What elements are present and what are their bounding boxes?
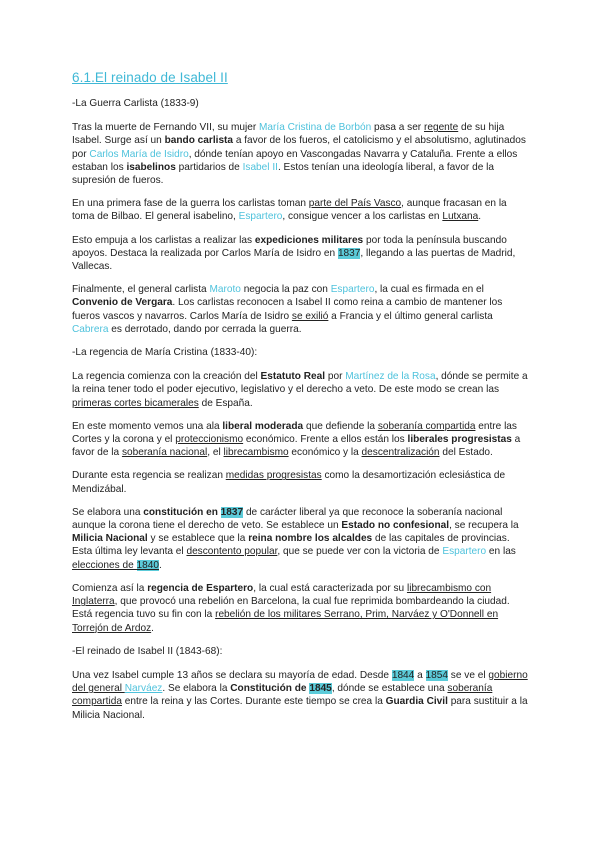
underlined-elecciones: elecciones de	[72, 559, 137, 571]
paragraph-6	[72, 420, 528, 460]
page-title: 6.1.El reinado de Isabel II	[72, 70, 228, 85]
link-narvaez[interactable]: Narváez	[124, 683, 163, 695]
highlight-1840: 1840	[136, 559, 159, 571]
text: , dónde tenían apoyo en Vascongadas Navarra y Cataluña. Frente a ellos estaban los	[72, 148, 518, 173]
link-isabel-ii[interactable]: Isabel II	[242, 161, 278, 173]
paragraph-8	[72, 506, 528, 572]
text: , llegando a las puertas de Madrid, Vallecas.	[72, 247, 516, 273]
bold-regencia-espartero: regencia de Espartero	[147, 582, 254, 594]
text: Una vez Isabel cumple 13 años se declara su mayoría de edad. Desde	[72, 669, 392, 681]
underlined-se-exilio: se exilió	[291, 310, 329, 322]
underlined-proteccionismo: proteccionismo	[175, 434, 244, 446]
bold-liberales-progresistas: liberales progresistas	[407, 434, 512, 446]
text: , se recupera la	[449, 520, 519, 532]
underlined-lutxana: Lutxana	[442, 211, 479, 223]
paragraph-10	[72, 669, 528, 722]
text: . Estos tenían una ideología liberal, a favor de la supresión de fueros.	[72, 161, 494, 187]
underlined-gobierno-general: gobierno del general	[72, 669, 528, 695]
underlined-librecambismo: librecambismo	[223, 447, 289, 459]
highlight-1837: 1837	[337, 247, 361, 259]
section-heading-regencia-maria-cristina: -La regencia de María Cristina (1833-40):	[72, 347, 258, 359]
paragraph-3	[72, 234, 528, 274]
text: para sustituir a la Milicia Nacional.	[72, 696, 528, 721]
text: negocia la paz con	[240, 284, 331, 296]
paragraph-7	[72, 469, 528, 495]
text: económico. Frente a ellos están los	[243, 434, 408, 446]
bold-isabelinos: isabelinos	[126, 161, 176, 173]
highlight-1845: 1845	[309, 683, 332, 695]
text: Durante esta regencia se realizan	[72, 470, 226, 482]
text: a favor de los fueros, el catolicismo y el absolutismo, aglutinados por	[72, 135, 526, 160]
text: , la cual es firmada en el	[374, 284, 484, 296]
text: a Francia y el último general carlista	[328, 310, 493, 322]
link-espartero[interactable]: Espartero	[238, 211, 283, 223]
text: de las capitales de provincias. Esta última ley levanta el	[72, 533, 510, 558]
text: .	[159, 559, 162, 571]
bold-convenio-vergara: Convenio de Vergara	[72, 297, 173, 309]
text: En este momento vemos una ala	[72, 420, 223, 432]
text: En una primera fase de la guerra los carlistas toman	[72, 198, 309, 210]
underlined-cortes-bicamerales: primeras cortes bicamerales	[72, 397, 199, 409]
link-cabrera[interactable]: Cabrera	[72, 323, 109, 335]
text: partidarios de	[175, 161, 243, 173]
text: , el	[207, 447, 224, 459]
bold-liberal-moderada: liberal moderada	[222, 420, 304, 432]
text: , que se puede ver con la victoria de	[277, 546, 443, 558]
text: como la desamortización eclesiástica de Mendizábal.	[72, 470, 506, 495]
bold-estado-no-confesional: Estado no confesional	[341, 520, 450, 532]
underlined-descontento-popular: descontento popular	[186, 546, 278, 558]
text: de carácter liberal ya que reconoce la soberanía nacional aunque la corona tiene el derecho de veto. Se establece un	[72, 506, 503, 532]
text: que defiende la	[303, 420, 378, 432]
text: . Los carlistas reconocen a Isabel II como reina a cambio de mantener los fueros vascos y navarros. Carlos María de Isidro	[72, 297, 503, 322]
text: a	[414, 669, 426, 681]
highlight-1837: 1837	[220, 506, 244, 518]
text: , dónde se establece una	[331, 683, 448, 695]
text: de España.	[198, 397, 253, 409]
bold-guardia-civil: Guardia Civil	[385, 696, 448, 708]
text: a favor de la	[72, 434, 521, 459]
bold-expediciones: expediciones militares	[254, 234, 364, 246]
text: pasa a ser	[371, 122, 424, 134]
text: Se elabora una	[72, 506, 144, 518]
paragraph-2	[72, 197, 528, 223]
underlined-rebelion-militares: rebelión de los militares Serrano, Prim, Narváez y O'Donnell en Torrejón de Ardoz	[72, 609, 499, 634]
text: por toda la península buscando apoyos. Destaca la realizada por Carlos María de Isidro en	[72, 234, 507, 259]
text: , consigue vencer a los carlistas en	[282, 211, 443, 223]
text: , la cual está caracterizada por su	[253, 582, 407, 594]
underlined-soberania-nacional: soberanía nacional	[121, 447, 208, 459]
link-martinez-de-la-rosa[interactable]: Martínez de la Rosa	[345, 371, 436, 383]
underlined-soberania-compartida: soberanía compartida	[377, 420, 476, 432]
paragraph-1	[72, 121, 528, 187]
text: Comienza así la	[72, 582, 148, 594]
underlined-soberania-compartida: soberanía compartida	[72, 683, 493, 708]
text: se ve el	[448, 669, 489, 681]
text: de su hija Isabel. Surge así un	[72, 122, 505, 147]
text: Finalmente, el general carlista	[72, 284, 210, 296]
text: por	[325, 371, 346, 383]
section-heading-reinado-isabel: -El reinado de Isabel II (1843-68):	[72, 645, 223, 657]
text: económico y la	[288, 447, 362, 459]
text: y se establece que la	[147, 533, 249, 545]
text: . Se elabora la	[162, 683, 231, 695]
underlined-descentralizacion: descentralización	[361, 447, 440, 459]
link-maroto[interactable]: Maroto	[209, 284, 241, 296]
underlined-regente: regente	[423, 122, 459, 134]
bold-constitucion-de: Constitución de	[230, 683, 310, 695]
highlight-1844: 1844	[391, 669, 415, 681]
text: , aunque fracasan en la toma de Bilbao. El general isabelino,	[72, 198, 507, 223]
text: , dónde se permite a la reina tener todo el poder ejecutivo, legislativo y el derecho a veto. De este modo se crean las	[72, 371, 528, 396]
bold-reina-nombre-alcaldes: reina nombre los alcaldes	[248, 533, 373, 545]
text: entre la reina y las Cortes. Durante este tiempo se crea la	[121, 696, 386, 708]
text: La regencia comienza con la creación del	[72, 371, 261, 383]
text: Tras la muerte de Fernando VII, su mujer	[72, 122, 260, 134]
link-carlos-maria[interactable]: Carlos María de Isidro	[89, 148, 189, 160]
text: .	[478, 211, 482, 223]
link-espartero[interactable]: Espartero	[330, 284, 375, 296]
text: es derrotado, dando por cerrada la guerra.	[108, 323, 302, 335]
bold-constitucion-en: constitución en	[143, 506, 221, 518]
paragraph-5	[72, 370, 528, 410]
underlined-librecambismo-inglaterra: librecambismo con Inglaterra	[72, 582, 492, 608]
bold-milicia-nacional: Milicia Nacional	[72, 533, 148, 545]
bold-bando-carlista: bando carlista	[164, 135, 234, 147]
link-espartero[interactable]: Espartero	[442, 546, 487, 558]
underlined-medidas-progresistas: medidas progresistas	[225, 470, 322, 482]
text: Esto empuja a los carlistas a realizar las	[72, 234, 255, 246]
text: .	[151, 622, 154, 634]
underlined-pais-vasco: parte del País Vasco	[308, 198, 402, 210]
bold-estatuto-real: Estatuto Real	[260, 371, 326, 383]
paragraph-4	[72, 283, 528, 336]
text: en las	[486, 546, 516, 558]
link-maria-cristina[interactable]: María Cristina de Borbón	[259, 122, 372, 134]
text: entre las Cortes y la corona y el	[72, 420, 517, 446]
text: , que provocó una rebelión en Barcelona, la cual fue reprimida bombardeando la ciudad. Está regencia tuvo su fin con la	[72, 596, 510, 621]
highlight-1854: 1854	[425, 669, 448, 681]
section-heading-guerra-carlista: -La Guerra Carlista (1833-9)	[72, 98, 199, 109]
paragraph-9	[72, 582, 528, 635]
text: del Estado.	[439, 447, 493, 459]
